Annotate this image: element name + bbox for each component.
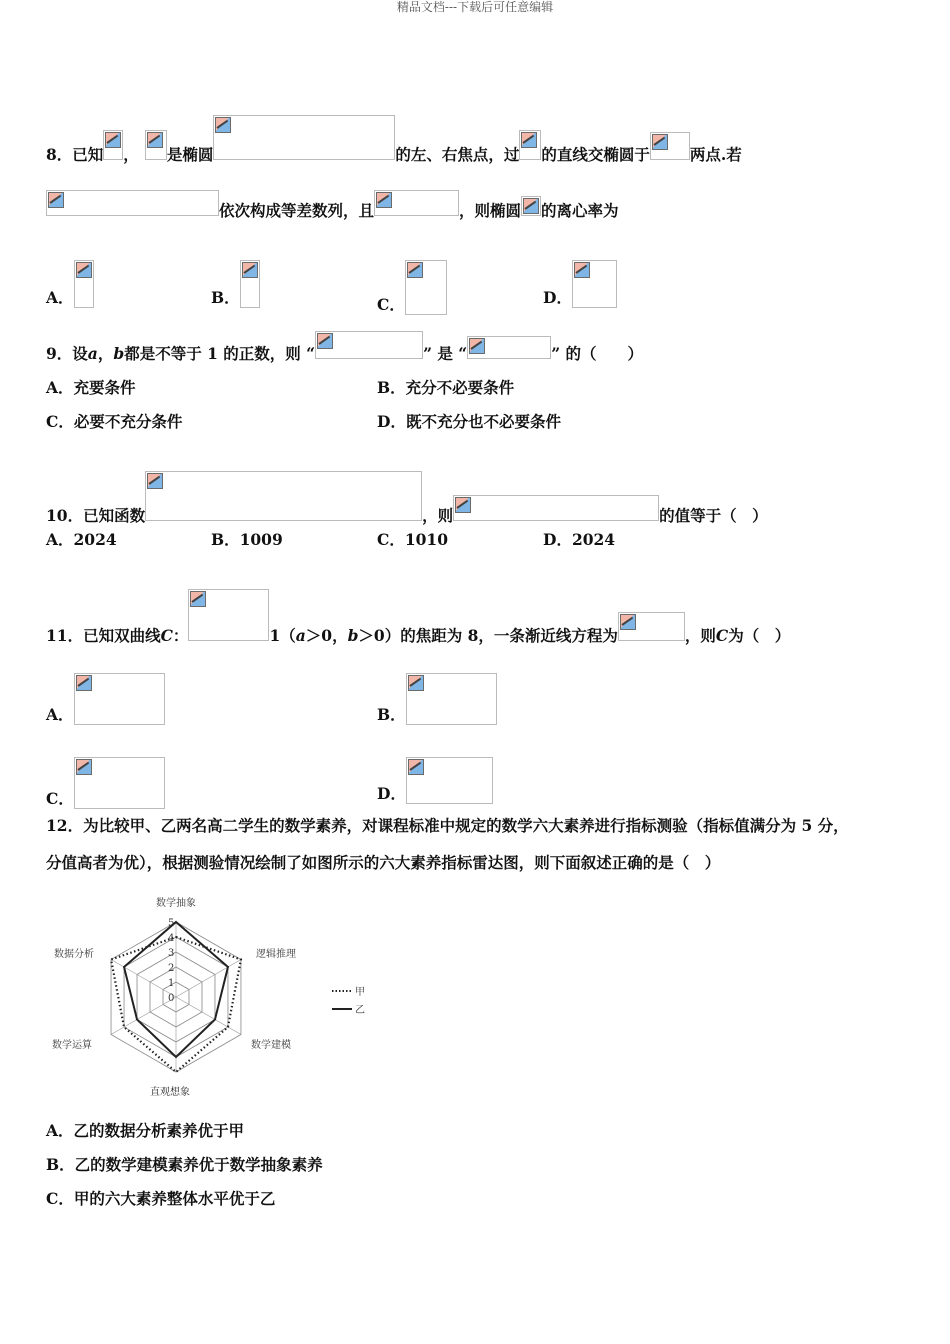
radar-category-label: 数学抽象: [156, 898, 196, 909]
q9-stem: 9．设a，b都是不等于 1 的正数，则 “ ” 是 “ ” 的（ ）: [46, 331, 910, 364]
q8-text: 两点.若: [689, 145, 742, 164]
radar-category-label: 逻辑推理: [256, 949, 296, 960]
q10-option-d: D．2024: [543, 530, 616, 549]
formula-image: [374, 190, 459, 216]
radar-legend: [332, 986, 365, 1016]
q11-option-b: B．: [377, 673, 497, 725]
formula-image: [618, 612, 685, 641]
q8-text: 是椭圆: [166, 145, 214, 164]
formula-image: [519, 130, 541, 160]
radar-tick-label: 1: [168, 978, 175, 989]
q9-option-b: B．充分不必要条件: [377, 378, 515, 397]
q12-option-c: C．甲的六大素养整体水平优于乙: [46, 1189, 276, 1208]
page-header: 精品文档---下载后可任意编辑: [396, 0, 554, 14]
q12-line1: 12．为比较甲、乙两名高二学生的数学素养，对课程标准中规定的数学六大素养进行指标测验（指标值满分为 5 分，: [46, 816, 849, 835]
radar-tick-label: 0: [168, 993, 175, 1004]
q8-line2: [46, 190, 910, 221]
formula-image: [213, 115, 395, 160]
radar-tick-label: 2: [168, 963, 175, 974]
q11-option-a: A．: [46, 673, 165, 725]
radar-tick-label: 4: [168, 933, 175, 944]
q11-option-d: D．: [377, 757, 493, 804]
legend-label: 甲: [355, 987, 365, 998]
q9-option-c: C．必要不充分条件: [46, 412, 183, 431]
q12-option-b: B．乙的数学建模素养优于数学抽象素养: [46, 1155, 323, 1174]
q8-option-b: B．: [211, 260, 260, 308]
formula-image: [240, 260, 260, 308]
q10-option-b: B．1009: [211, 530, 283, 549]
q8-option-c: C．: [377, 260, 447, 315]
q8-line1: [46, 115, 910, 165]
q8-text: 依次构成等差数列，且: [219, 201, 375, 220]
q10-option-a: A．2024: [46, 530, 117, 549]
q8-option-a: A．: [46, 260, 94, 308]
formula-image: [145, 471, 422, 521]
formula-image: [467, 336, 551, 359]
formula-image: [74, 757, 165, 809]
formula-image: [188, 589, 269, 641]
q12-option-a: A．乙的数据分析素养优于甲: [46, 1121, 245, 1140]
formula-image: [103, 130, 123, 160]
formula-image: [145, 130, 167, 160]
q8-text: 的直线交椭圆于: [541, 145, 650, 164]
q8-text: ，: [123, 145, 139, 164]
formula-image: [405, 260, 447, 315]
formula-image: [406, 673, 497, 725]
radar-tick-label: 5: [168, 918, 175, 929]
radar-axis: [176, 997, 241, 1035]
q8-text: ，则椭圆: [459, 201, 522, 220]
q8-text: 的离心率为: [541, 201, 619, 220]
q11-option-c: C．: [46, 757, 165, 809]
radar-axis: [111, 997, 176, 1035]
q9-option-a: A．充要条件: [46, 378, 136, 397]
formula-image: [453, 495, 659, 521]
q8-option-d: D．: [543, 260, 617, 308]
q8-text: 8．已知: [46, 145, 104, 164]
formula-image: [406, 757, 493, 804]
formula-image: [74, 673, 165, 725]
formula-image: [46, 190, 219, 216]
radar-chart: [46, 890, 376, 1105]
q10-stem: 10．已知函数 ，则 的值等于（ ）: [46, 471, 910, 526]
radar-axis: [176, 960, 241, 998]
q9-option-d: D．既不充分也不必要条件: [377, 412, 561, 431]
formula-image: [650, 132, 690, 160]
formula-image: [315, 331, 423, 359]
legend-label: 乙: [355, 1005, 365, 1016]
formula-image: [521, 196, 541, 216]
q10-option-c: C．1010: [377, 530, 448, 549]
radar-axis: [111, 960, 176, 998]
radar-category-label: 数学运算: [52, 1040, 92, 1051]
q12-line2: 分值高者为优），根据测验情况绘制了如图所示的六大素养指标雷达图，则下面叙述正确的是（ ）: [46, 853, 721, 872]
radar-category-label: 数据分析: [54, 949, 94, 960]
radar-category-label: 直观想象: [150, 1087, 190, 1098]
formula-image: [572, 260, 617, 308]
q8-text: 的左、右焦点，过: [395, 145, 520, 164]
radar-category-label: 数学建模: [251, 1040, 291, 1051]
radar-tick-label: 3: [168, 948, 175, 959]
q11-stem: 11．已知双曲线C： 1（a＞0，b＞0）的焦距为 8，一条渐近线方程为 ，则C为（ ）: [46, 589, 910, 646]
formula-image: [74, 260, 94, 308]
